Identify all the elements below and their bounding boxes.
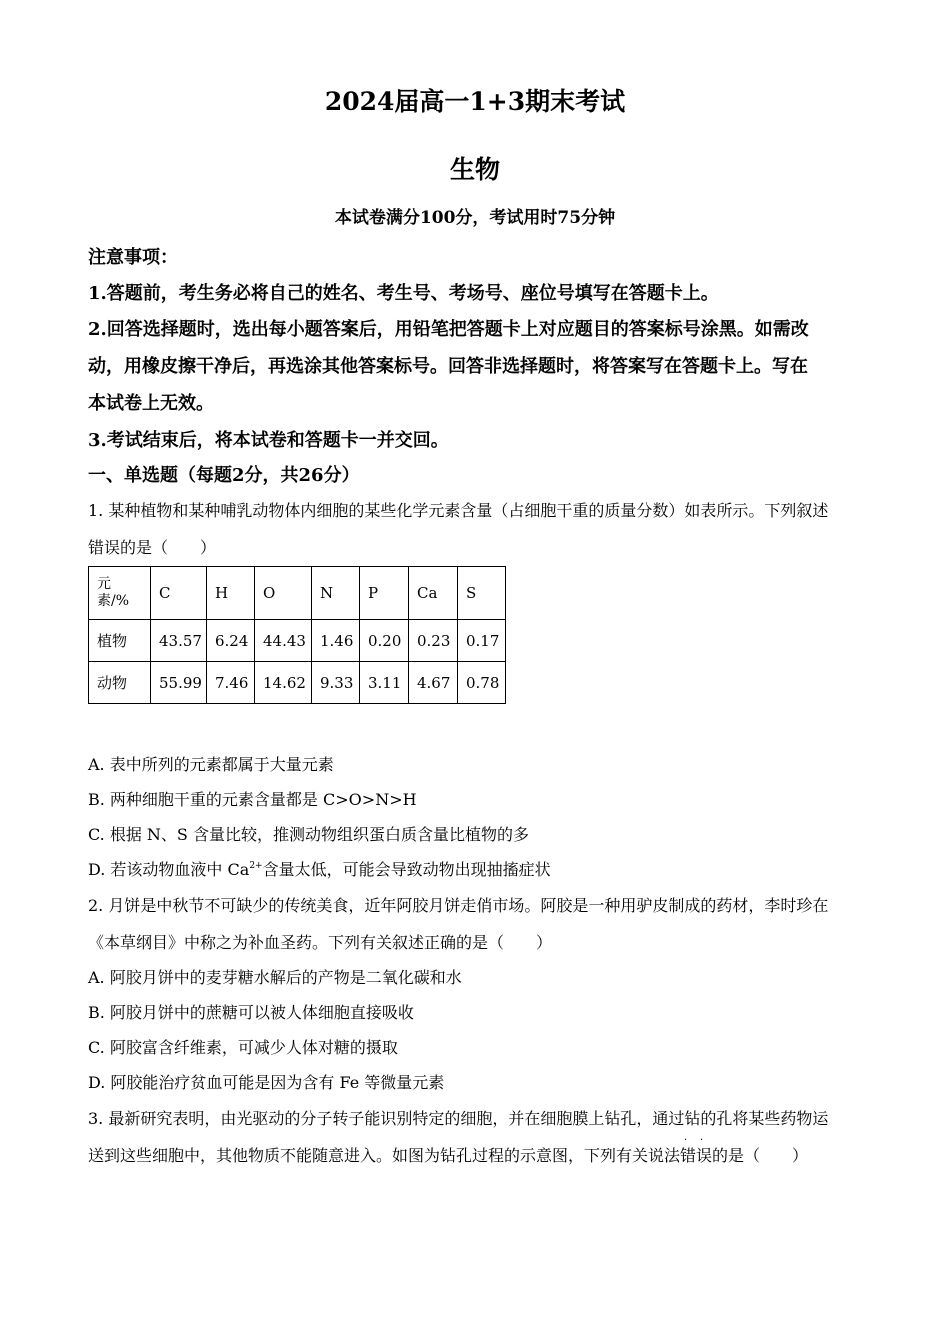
q2-option-d: D. 阿胶能治疗贫血可能是因为含有 Fe 等微量元素 [88, 1073, 445, 1092]
emphasis-dot-icon: · [684, 1135, 688, 1146]
q3-stem-line-2 [88, 1135, 868, 1166]
table-row [89, 620, 506, 662]
q2-stem-line-1: 2. 月饼是中秋节不可缺少的传统美食，近年阿胶月饼走俏市场。阿胶是一种用驴皮制成的药材，李时珍在 [88, 896, 829, 915]
element-content-table [88, 566, 506, 704]
q1-option-a: A. 表中所列的元素都属于大量元素 [88, 755, 334, 774]
table-cell: 0.23 [409, 620, 458, 662]
q2-stem-line-2: 《本草纲目》中称之为补血圣药。下列有关叙述正确的是（ ） [88, 933, 553, 952]
table-row [89, 662, 506, 704]
q2-option-c: C. 阿胶富含纤维素，可减少人体对糖的摄取 [88, 1038, 398, 1057]
ion-charge-superscript: 2+ [249, 861, 263, 871]
table-cell: 7.46 [207, 662, 255, 704]
table-cell: 6.24 [207, 620, 255, 662]
emphasized-word [680, 1135, 713, 1165]
table-cell: 14.62 [255, 662, 312, 704]
table-cell: 0.78 [458, 662, 506, 704]
table-header-row [89, 567, 506, 620]
column-header: O [255, 567, 312, 620]
notice-item-2-line-3: 本试卷上无效。 [88, 393, 214, 414]
emphasized-word-text: 错误 [680, 1146, 713, 1165]
q2-option-a: A. 阿胶月饼中的麦芽糖水解后的产物是二氧化碳和水 [88, 968, 462, 987]
subject-title: 生物 [449, 155, 500, 184]
notice-item-2-line-2: 动，用橡皮擦干净后，再选涂其他答案标号。回答非选择题时，将答案写在答题卡上。写在 [88, 356, 808, 377]
table-cell: 9.33 [312, 662, 360, 704]
column-header: C [151, 567, 207, 620]
notice-item-1: 1.答题前，考生务必将自己的姓名、考生号、考场号、座位号填写在答题卡上。 [88, 283, 719, 304]
q1-option-c: C. 根据 N、S 含量比较，推测动物组织蛋白质含量比植物的多 [88, 825, 529, 844]
q1-stem-line-2: 错误的是（ ） [88, 538, 217, 557]
q1-option-d-text-end: 含量太低，可能会导致动物出现抽搐症状 [262, 860, 551, 879]
emphasis-dot-icon: · [700, 1135, 704, 1146]
q1-option-d [88, 857, 868, 880]
column-header: P [360, 567, 409, 620]
column-header: H [207, 567, 255, 620]
q3-stem-text-end: 的是（ ） [712, 1146, 809, 1165]
exam-title: 2024届高一1+3期末考试 [324, 87, 626, 116]
q1-stem-line-1: 1. 某种植物和某种哺乳动物体内细胞的某些化学元素含量（占细胞干重的质量分数）如表所示。下列叙述 [88, 501, 829, 520]
table-corner-cell [89, 567, 151, 620]
table-cell: 3.11 [360, 662, 409, 704]
column-header: S [458, 567, 506, 620]
table-cell: 0.20 [360, 620, 409, 662]
q1-option-d-text: D. 若该动物血液中 Ca [88, 860, 250, 879]
corner-label-line-2: 素/% [97, 593, 130, 609]
table-cell: 55.99 [151, 662, 207, 704]
table-cell: 43.57 [151, 620, 207, 662]
column-header: Ca [409, 567, 458, 620]
table-cell: 0.17 [458, 620, 506, 662]
section-heading: 一、单选题（每题2分，共26分） [88, 465, 360, 486]
row-label: 植物 [89, 620, 151, 662]
table-cell: 4.67 [409, 662, 458, 704]
notice-heading: 注意事项： [88, 247, 178, 268]
q1-option-b: B. 两种细胞干重的元素含量都是 C>O>N>H [88, 790, 417, 809]
exam-info: 本试卷满分100分，考试用时75分钟 [334, 208, 616, 228]
q2-option-b: B. 阿胶月饼中的蔗糖可以被人体细胞直接吸收 [88, 1003, 414, 1022]
q3-stem-line-1: 3. 最新研究表明，由光驱动的分子转子能识别特定的细胞，并在细胞膜上钻孔，通过钻的孔将某些药物运 [88, 1109, 829, 1128]
corner-label-line-1: 元 [97, 576, 111, 592]
table-cell: 44.43 [255, 620, 312, 662]
table-cell: 1.46 [312, 620, 360, 662]
row-label: 动物 [89, 662, 151, 704]
notice-item-3: 3.考试结束后，将本试卷和答题卡一并交回。 [88, 430, 449, 451]
column-header: N [312, 567, 360, 620]
notice-item-2-line-1: 2.回答选择题时，选出每小题答案后，用铅笔把答题卡上对应题目的答案标号涂黑。如需改 [88, 319, 809, 340]
q3-stem-text: 送到这些细胞中，其他物质不能随意进入。如图为钻孔过程的示意图，下列有关说法 [88, 1146, 681, 1165]
